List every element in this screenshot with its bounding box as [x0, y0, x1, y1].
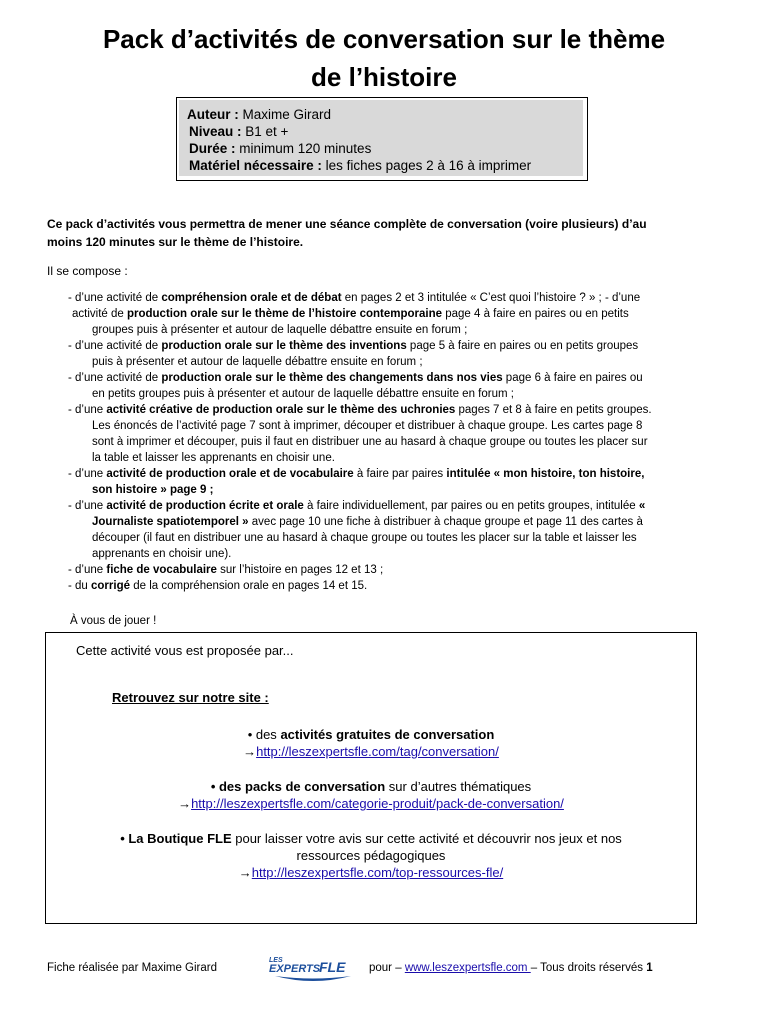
promo-block-packs	[46, 778, 696, 812]
item-bold: activité de production orale et de vocabulaire	[106, 468, 354, 480]
conversation-link[interactable]: http://leszexpertsfle.com/tag/conversation/	[256, 744, 499, 759]
meta-materiel	[189, 157, 531, 174]
item-line	[68, 514, 728, 530]
item-text: découper (il faut en distribuer une au hasard à chaque groupe ou toutes les placer sur la table et laisser les	[92, 532, 637, 544]
item-bold: activité créative de production orale sur le thème des uchronies	[106, 404, 456, 416]
item-text: en petits groupes puis à présenter et autour de laquelle débattre ensuite en forum ;	[92, 388, 514, 400]
meta-duree-value: minimum 120 minutes	[235, 141, 372, 156]
title-line-2: de l’histoire	[311, 62, 457, 92]
item-text: page 4 à faire en paires ou en petits	[442, 308, 629, 320]
item-text: à faire individuellement, par paires ou en petits groupes, intitulée	[303, 500, 639, 512]
intro-paragraph	[47, 215, 737, 251]
item-text: page 5 à faire en paires ou en petits groupes	[406, 340, 639, 352]
activity-list	[68, 290, 728, 594]
meta-auteur-value: Maxime Girard	[238, 107, 332, 122]
item-bold: corrigé	[91, 580, 131, 592]
item-text: en pages 2 et 3 intitulée « C’est quoi l’histoire ? » ; - d’une	[341, 292, 641, 304]
list-item	[68, 338, 728, 370]
meta-auteur-label: Auteur :	[187, 107, 239, 122]
list-item	[68, 466, 728, 498]
arrow-icon: →	[238, 865, 252, 880]
promo-text: ressources pédagogiques	[296, 848, 446, 863]
footer-rights	[369, 962, 653, 974]
meta-niveau-label: Niveau :	[189, 124, 242, 139]
list-item	[68, 562, 728, 578]
list-item	[68, 498, 728, 562]
item-bold: intitulée « mon histoire, ton histoire,	[446, 468, 645, 480]
promo-lead: Cette activité vous est proposée par...	[76, 643, 294, 658]
item-text: - d’une	[68, 468, 107, 480]
promo-bold: activités gratuites de conversation	[280, 727, 495, 742]
footer-site-link[interactable]: www.leszexpertsfle.com	[404, 962, 531, 974]
meta-niveau-value: B1 et +	[241, 124, 289, 139]
item-bold: compréhension orale et de débat	[161, 292, 342, 304]
promo-heading: Retrouvez sur notre site :	[112, 690, 269, 705]
item-text: la table et laisser les apprenants en choisir une.	[92, 452, 335, 464]
promo-block-boutique	[46, 830, 696, 881]
meta-auteur	[187, 106, 331, 123]
item-bold: activité de production écrite et orale	[106, 500, 304, 512]
meta-niveau	[189, 123, 288, 140]
item-text: activité de	[72, 308, 127, 320]
item-text: sont à imprimer et découper, puis il faut en distribuer une au hasard à chaque groupe ou toutes les placer sur	[92, 436, 648, 448]
les-experts-fle-logo	[267, 950, 359, 984]
meta-materiel-value: les fiches pages 2 à 16 à imprimer	[321, 158, 532, 173]
item-bold: fiche de vocabulaire	[106, 564, 217, 576]
item-bold: Journaliste spatiotemporel »	[92, 516, 249, 528]
meta-duree	[189, 140, 371, 157]
item-text: sur l’histoire en pages 12 et 13 ;	[216, 564, 384, 576]
item-text: puis à présenter et autour de laquelle débattre ensuite en forum ;	[92, 356, 423, 368]
item-text: - d’une	[68, 564, 107, 576]
list-item	[68, 402, 728, 466]
item-text: à faire par paires	[353, 468, 447, 480]
item-text: groupes puis à présenter et autour de laquelle débattre ensuite en forum ;	[92, 324, 468, 336]
item-line	[68, 308, 629, 320]
meta-materiel-label: Matériel nécessaire :	[189, 158, 322, 173]
promo-box	[45, 632, 697, 924]
page-title	[30, 20, 738, 96]
item-text: de la compréhension orale en pages 14 et 15.	[130, 580, 368, 592]
item-bold: production orale sur le thème des inventions	[161, 340, 407, 352]
item-text: - d’une activité de	[68, 292, 162, 304]
item-bold: production orale sur le thème de l’histoire contemporaine	[126, 308, 443, 320]
meta-box	[176, 97, 588, 181]
list-item	[68, 578, 728, 594]
arrow-icon: →	[178, 796, 192, 811]
boutique-link[interactable]: http://leszexpertsfle.com/top-ressources-fle/	[251, 865, 504, 880]
title-line-1: Pack d’activités de conversation sur le thème	[102, 24, 666, 54]
item-bold: son histoire » page 9 ;	[92, 484, 214, 496]
intro-line-1: Ce pack d’activités vous permettra de mener une séance complète de conversation (voire plusieurs) d’au	[47, 217, 647, 231]
promo-text: • des	[247, 727, 281, 742]
promo-text: pour laisser votre avis sur cette activité et découvrir nos jeux et nos	[231, 831, 622, 846]
packs-link[interactable]: http://leszexpertsfle.com/categorie-produit/pack-de-conversation/	[191, 796, 564, 811]
item-text: avec page 10 une fiche à distribuer à chaque groupe et page 11 des cartes à	[248, 516, 643, 528]
page-number: 1	[646, 962, 653, 974]
list-item	[68, 290, 728, 338]
promo-block-conversation	[46, 726, 696, 760]
arrow-icon: →	[243, 744, 257, 759]
footer-credit: Fiche réalisée par Maxime Girard	[47, 962, 218, 974]
item-text: - d’une	[68, 500, 107, 512]
promo-bold: • La Boutique FLE	[120, 831, 232, 846]
intro-line-2: moins 120 minutes sur le thème de l’histoire.	[47, 235, 304, 249]
closing-line: À vous de jouer !	[70, 615, 157, 627]
item-text: - d’une activité de	[68, 340, 162, 352]
promo-bold: • des packs de conversation	[210, 779, 386, 794]
logo-les-text: LES	[269, 957, 283, 964]
item-text: Les énoncés de l’activité page 7 sont à imprimer, découper et distribuer à chaque groupe. Les cartes page 8	[92, 420, 643, 432]
footer-rights-text: – Tous droits réservés	[530, 962, 647, 974]
list-item	[68, 370, 728, 402]
item-text: - du	[68, 580, 92, 592]
item-bold: production orale sur le thème des changements dans nos vies	[161, 372, 503, 384]
item-bold: «	[638, 500, 646, 512]
promo-text: sur d’autres thématiques	[385, 779, 532, 794]
logo-experts-text: EXPERTS	[269, 963, 321, 975]
item-text: - d’une	[68, 404, 107, 416]
meta-duree-label: Durée :	[189, 141, 236, 156]
item-text: - d’une activité de	[68, 372, 162, 384]
compose-heading: Il se compose :	[47, 264, 128, 278]
logo-fle-text: FLE	[319, 959, 346, 975]
item-text: page 6 à faire en paires ou	[502, 372, 643, 384]
item-text: pages 7 et 8 à faire en petits groupes.	[455, 404, 652, 416]
item-text: apprenants en choisir une).	[92, 548, 232, 560]
footer-pour: pour –	[369, 962, 405, 974]
